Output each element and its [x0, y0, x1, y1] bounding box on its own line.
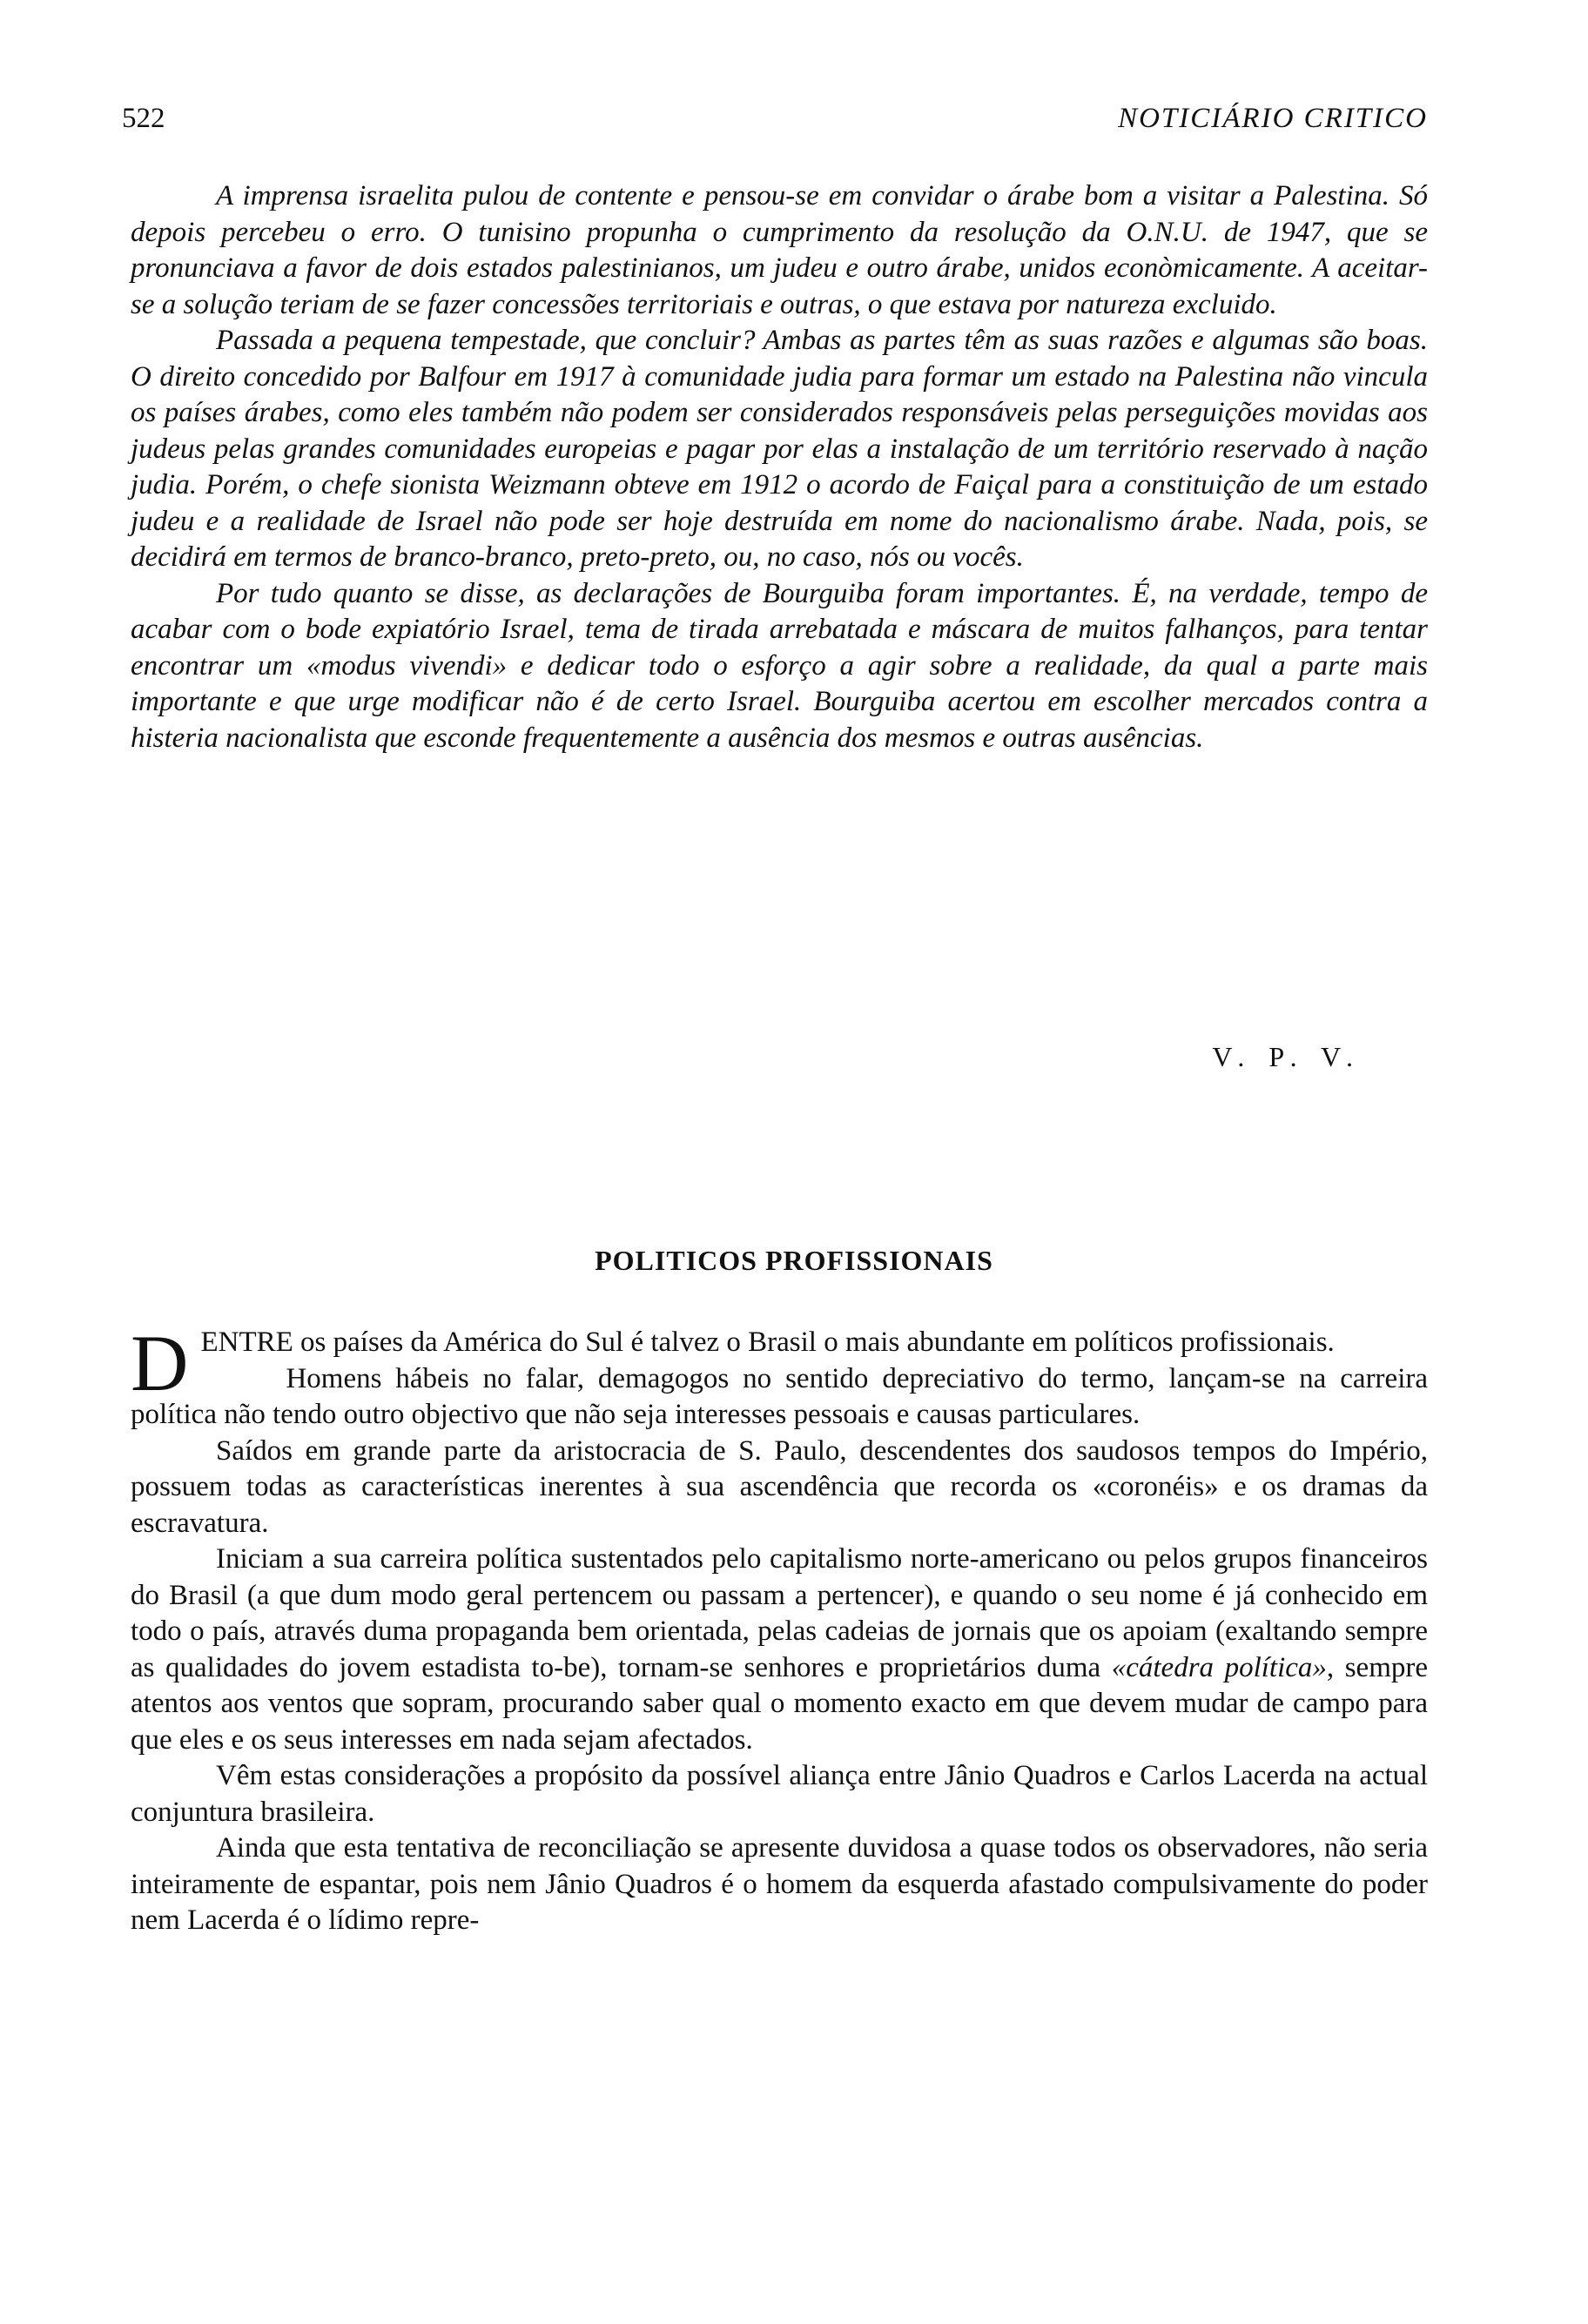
drop-cap: D [131, 1319, 189, 1407]
italic-article-text [131, 178, 1428, 756]
page-header [122, 103, 1428, 146]
body-paragraph: Vêm estas considerações a propósito da possível aliança entre Jânio Quadros e Carlos Lacerda na actual conjuntura brasileira. [131, 1760, 1428, 1828]
author-signature: V. P. V. [1212, 1041, 1362, 1072]
body-paragraph-tail: , sempre atentos aos ventos que sopram, procurando saber qual o momento exacto em que devem mudar de campo para que eles e os seus interesses em nada sejam afectados. [131, 1651, 1428, 1756]
page-number: 522 [122, 103, 165, 134]
body-paragraph: Ainda que esta tentativa de reconciliação se apresente duvidosa a quase todos os observadores, não seria inteiramente de espantar, pois nem Jânio Quadros é o homem da esquerda afastado compulsivamente do poder nem Lacerda é o lídimo repre- [131, 1832, 1428, 1936]
article-body [131, 1319, 1428, 1939]
first-word-rest: ENTRE [200, 1327, 293, 1358]
italic-paragraph: A imprensa israelita pulou de contente e pensou-se em convidar o árabe bom a visitar a Palestina. Só depois percebeu o erro. O tunisino propunha o cumprimento da resolução da O.N.U. de 1947, que se pronunciava a favor de dois estados palestinianos, um judeu e outro árabe, unidos econòmicamente. A aceitar-se a solução teriam de se fazer concessões territoriais e outras, o que estava por natureza excluido. [131, 180, 1428, 320]
body-paragraph [131, 1541, 1428, 1758]
italic-paragraph: Por tudo quanto se disse, as declarações de Bourguiba foram importantes. É, na verdade, tempo de acabar com o bode expiatório Israel, tema de tirada arrebatada e máscara de muitos falhanços, para tentar encontrar um «modus vivendi» e dedicar todo o esforço a agir sobre a realidade, da qual a parte mais importante e que urge modificar não é de certo Israel. Bourguiba acertou em escolher mercados contra a histeria nacionalista que esconde frequentemente a ausência dos mesmos e outras ausências. [131, 577, 1428, 754]
body-paragraph: Homens hábeis no falar, demagogos no sentido depreciativo do termo, lançam-se na carreira política não tendo outro objectivo que não seja interesses pessoais e causas particulares. [131, 1362, 1428, 1430]
body-paragraph-text: Iniciam a sua carreira política sustentados pelo capitalismo norte-americano ou pelos grupos financeiros do Brasil (a que dum modo geral pertencem ou passam a pertencer), e quando o seu nome é já conhecido em todo o país, através duma propaganda bem orientada, pelas cadeias de jornais que os apoiam (exaltando sempre as qualidades do jovem estadista to-be), tornam-se senhores e proprietários duma [131, 1543, 1428, 1683]
body-paragraph: Saídos em grande parte da aristocracia de S. Paulo, descendentes dos saudosos tempos do Império, possuem todas as características inerentes à sua ascendência que recorda os «coronéis» e os dramas da escravatura. [131, 1434, 1428, 1539]
running-head: NOTICIÁRIO CRITICO [1118, 103, 1428, 134]
italic-phrase: «cátedra política» [1111, 1651, 1327, 1683]
first-paragraph-text: os países da América do Sul é talvez o Brasil o mais abundante em políticos profissionais. [300, 1327, 1335, 1358]
italic-paragraph: Passada a pequena tempestade, que concluir? Ambas as partes têm as suas razões e algumas são boas. O direito concedido por Balfour em 1917 à comunidade judia para formar um estado na Palestina não vincula os países árabes, como eles também não podem ser considerados responsáveis pelas perseguições movidas aos judeus pelas grandes comunidades europeias e pagar por elas a instalação de um território reservado à nação judia. Porém, o chefe sionista Weizmann obteve em 1912 o acordo de Faiçal para a constituição de um estado judeu e a realidade de Israel não pode ser hoje destruída em nome do nacionalismo árabe. Nada, pois, se decidirá em termos de branco-branco, preto-preto, ou, no caso, nós ou vocês. [131, 325, 1428, 573]
section-title: POLITICOS PROFISSIONAIS [595, 1245, 993, 1276]
